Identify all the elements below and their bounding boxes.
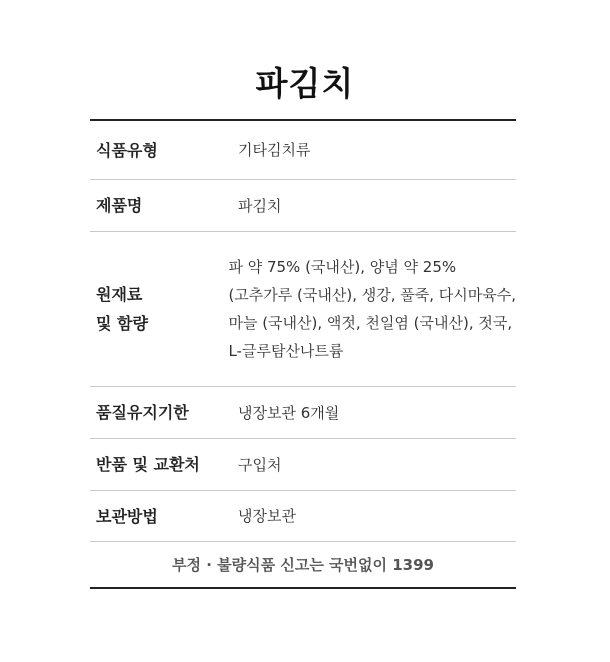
table-row-ingredients [90, 232, 516, 387]
table-row-storage [90, 491, 516, 542]
ingredients-label-line2: 및 함량 [96, 314, 148, 333]
ingredients-label-line1: 원재료 [96, 285, 143, 304]
ingredients-label [90, 280, 228, 338]
ingredients-value [228, 253, 516, 365]
food-type-label: 식품유형 [96, 140, 158, 160]
table-row-expiry [90, 387, 516, 439]
page-title: 파김치 [255, 64, 355, 103]
product-info-table [90, 119, 516, 589]
table-row-returns [90, 439, 516, 491]
returns-value: 구입처 [238, 455, 282, 474]
ingredients-line-2: (고추가루 (국내산), 생강, 풀죽, 다시마육수, [228, 286, 516, 304]
table-row-product-name [90, 180, 516, 232]
storage-value: 냉장보관 [238, 507, 296, 525]
product-name-value: 파김치 [238, 196, 282, 215]
expiry-label: 품질유지기한 [96, 403, 189, 422]
returns-label: 반품 및 교환처 [96, 455, 200, 474]
storage-label: 보관방법 [96, 506, 158, 526]
table-row-food-type [90, 121, 516, 180]
product-name-label: 제품명 [96, 196, 143, 215]
expiry-value: 냉장보관 6개월 [238, 403, 340, 422]
ingredients-line-3: 마늘 (국내산), 액젓, 천일염 (국내산), 젓국, [228, 314, 513, 332]
food-type-value: 기타김치류 [238, 141, 311, 159]
report-notice: 부정 · 불량식품 신고는 국번없이 1399 [90, 542, 516, 589]
ingredients-line-4: L-글루탐산나트륨 [228, 342, 344, 360]
ingredients-line-1: 파 약 75% (국내산), 양념 약 25% [228, 258, 457, 276]
